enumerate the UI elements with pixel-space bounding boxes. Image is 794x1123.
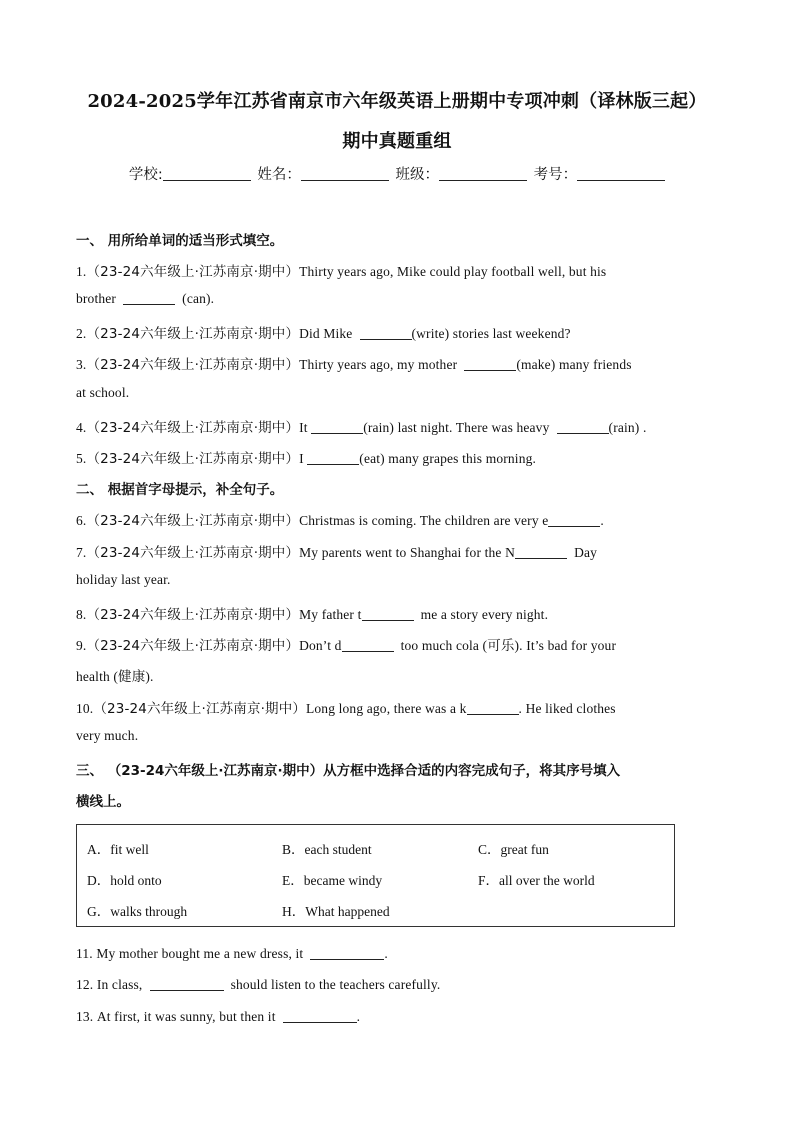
question-text: Long long ago, there was a k <box>306 701 467 716</box>
option-c: C．great fun <box>478 842 549 857</box>
source-tag: （23-24六年级上·江苏南京·期中） <box>93 701 306 717</box>
source-tag: （23-24六年级上·江苏南京·期中） <box>86 451 300 467</box>
option-a: A．fit well <box>87 842 149 857</box>
answer-blank[interactable] <box>557 420 609 434</box>
question-text: Thirty years ago, Mike could play football well, but his <box>299 264 607 279</box>
question-9-cont: health (健康). <box>76 669 154 684</box>
question-9 <box>76 634 726 654</box>
number-field[interactable] <box>577 166 665 181</box>
question-text: (rain) . <box>608 420 647 435</box>
source-tag: （23-24六年级上·江苏南京·期中） <box>86 420 300 436</box>
question-text: . <box>384 946 388 961</box>
class-label: 班级： <box>395 167 439 183</box>
option-d: D．hold onto <box>87 873 162 888</box>
source-tag: （23-24六年级上·江苏南京·期中） <box>86 513 300 529</box>
source-tag: （23-24六年级上·江苏南京·期中） <box>86 357 300 373</box>
answer-blank[interactable] <box>310 946 384 960</box>
source-tag: （23-24六年级上·江苏南京·期中） <box>86 326 300 342</box>
answer-blank[interactable] <box>464 357 516 371</box>
question-text: brother <box>76 291 117 306</box>
question-text: (rain) last night. There was heavy <box>363 420 550 435</box>
question-text: Did Mike <box>299 326 353 341</box>
section-3-heading: 三、 （23-24六年级上·江苏南京·期中）从方框中选择合适的内容完成句子，将其序号填入 <box>76 763 621 779</box>
answer-blank[interactable] <box>307 451 359 465</box>
question-number: 4. <box>76 420 87 435</box>
question-13 <box>76 1009 726 1025</box>
question-number: 5. <box>76 451 87 466</box>
question-number: 1. <box>76 264 87 279</box>
question-text: My father t <box>299 607 362 622</box>
question-6 <box>76 509 726 529</box>
question-text: My parents went to Shanghai for the N <box>299 545 515 560</box>
question-1-cont <box>76 291 726 307</box>
question-5 <box>76 447 726 467</box>
section-3-heading-cont: 横线上。 <box>76 794 130 810</box>
question-8 <box>76 603 726 623</box>
question-text: should listen to the teachers carefully. <box>230 977 441 992</box>
question-text: Don’t d <box>299 638 342 653</box>
name-label: 姓名： <box>257 167 301 183</box>
question-text: Christmas is coming. The children are very e <box>299 513 549 528</box>
source-tag: （23-24六年级上·江苏南京·期中） <box>86 264 300 280</box>
question-number: 6. <box>76 513 87 528</box>
question-text: Thirty years ago, my mother <box>299 357 458 372</box>
answer-blank[interactable] <box>548 513 600 527</box>
question-4 <box>76 416 726 436</box>
question-text: . <box>356 1009 361 1024</box>
answer-blank[interactable] <box>342 638 394 652</box>
question-2 <box>76 322 726 342</box>
option-b: B．each student <box>282 842 372 857</box>
question-text: It <box>299 420 308 435</box>
question-number: 2. <box>76 326 87 341</box>
number-label: 考号： <box>533 167 578 183</box>
question-11 <box>76 946 726 962</box>
option-h: H．What happened <box>282 904 390 919</box>
question-text: I <box>299 451 304 466</box>
question-text: . <box>600 513 604 528</box>
question-text: me a story every night. <box>420 607 549 622</box>
answer-blank[interactable] <box>150 977 224 991</box>
question-text: (make) many friends <box>516 357 632 372</box>
question-number: 13. <box>76 1009 94 1024</box>
source-tag: （23-24六年级上·江苏南京·期中） <box>86 638 300 654</box>
answer-blank[interactable] <box>467 701 519 715</box>
source-tag: （23-24六年级上·江苏南京·期中） <box>86 545 300 561</box>
option-f: F．all over the world <box>478 873 595 888</box>
question-3-cont: at school. <box>76 385 130 400</box>
question-7 <box>76 541 726 561</box>
question-number: 8. <box>76 607 87 622</box>
name-field[interactable] <box>301 166 389 181</box>
question-text: . He liked clothes <box>518 701 616 716</box>
answer-blank[interactable] <box>362 607 414 621</box>
section-2-heading: 二、 根据首字母提示，补全句子。 <box>76 482 284 498</box>
question-12 <box>76 977 726 993</box>
question-text: In class, <box>96 977 143 992</box>
school-label: 学校: <box>128 167 163 183</box>
section-1-heading: 一、 用所给单词的适当形式填空。 <box>76 233 284 249</box>
student-info-row <box>0 163 794 184</box>
question-text: (eat) many grapes this morning. <box>359 451 537 466</box>
question-number: 11. <box>76 946 93 961</box>
question-3 <box>76 353 726 373</box>
question-1 <box>76 260 726 280</box>
question-7-cont: holiday last year. <box>76 572 171 587</box>
question-number: 10. <box>76 701 94 716</box>
question-text: My mother bought me a new dress, it <box>96 946 304 961</box>
school-field[interactable] <box>163 166 251 181</box>
question-text: At first, it was sunny, but then it <box>96 1009 276 1024</box>
answer-blank[interactable] <box>360 326 412 340</box>
question-number: 12. <box>76 977 94 992</box>
question-10-cont: very much. <box>76 728 139 743</box>
question-number: 9. <box>76 638 87 653</box>
question-text: too much cola (可乐). It’s bad for your <box>400 638 617 653</box>
page-subtitle: 期中真题重组 <box>342 131 452 152</box>
question-number: 7. <box>76 545 87 560</box>
question-text: Day <box>574 545 598 560</box>
answer-blank[interactable] <box>311 420 363 434</box>
question-text: (can). <box>182 291 215 306</box>
answer-blank[interactable] <box>123 291 175 305</box>
question-number: 3. <box>76 357 87 372</box>
page-title: 2024-2025学年江苏省南京市六年级英语上册期中专项冲刺（译林版三起） <box>87 91 707 112</box>
answer-blank[interactable] <box>283 1009 357 1023</box>
option-box <box>76 824 675 927</box>
option-e: E．became windy <box>282 873 383 888</box>
question-10 <box>76 697 726 717</box>
answer-blank[interactable] <box>515 545 567 559</box>
class-field[interactable] <box>439 166 527 181</box>
question-text: (write) stories last weekend? <box>411 326 571 341</box>
option-g: G．walks through <box>87 904 188 919</box>
source-tag: （23-24六年级上·江苏南京·期中） <box>86 607 300 623</box>
